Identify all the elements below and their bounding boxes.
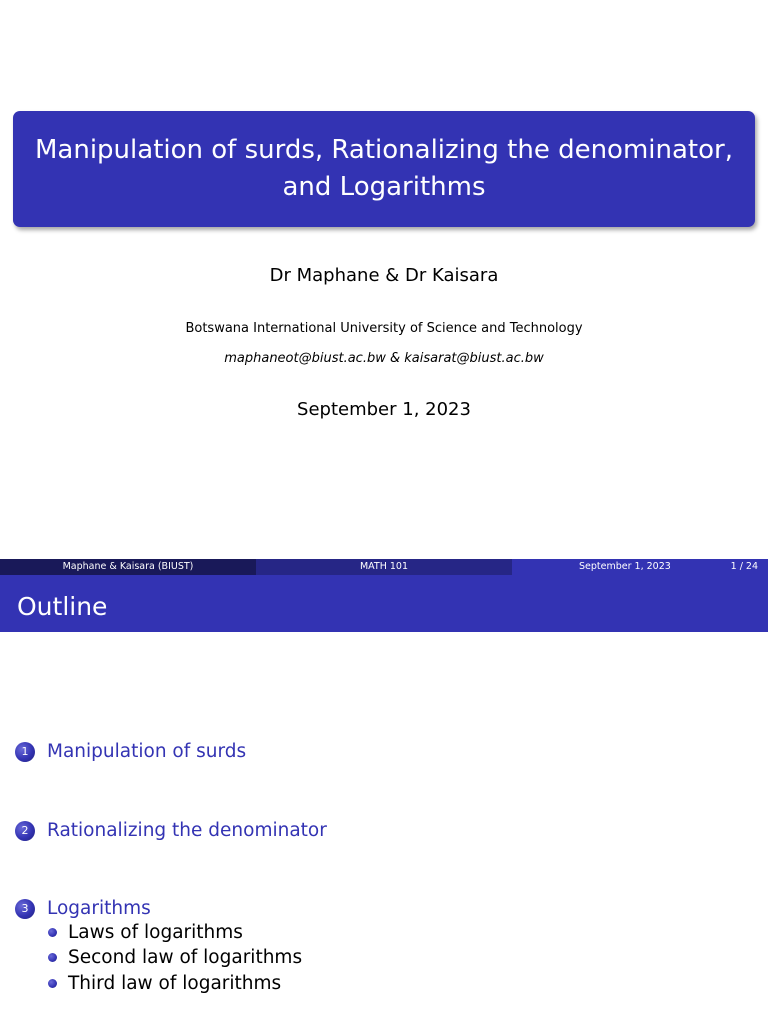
footer-page-number: 1 / 24: [730, 561, 758, 572]
toc-subsection-label[interactable]: Second law of logarithms: [68, 947, 303, 968]
footer-course: MATH 101: [256, 559, 512, 575]
slide-footer: [0, 559, 768, 575]
toc-subsection-label[interactable]: Laws of logarithms: [68, 922, 243, 943]
section-number-badge: 2: [15, 821, 35, 841]
bullet-icon: [48, 928, 57, 937]
toc-subsection-3[interactable]: [48, 973, 281, 994]
toc-section-label[interactable]: Logarithms: [47, 898, 151, 919]
presentation-date: September 1, 2023: [297, 399, 471, 420]
toc-subsection-2[interactable]: [48, 947, 302, 968]
toc-section-label[interactable]: Rationalizing the denominator: [47, 820, 327, 841]
toc-subsection-1[interactable]: [48, 922, 243, 943]
footer-author: Maphane & Kaisara (BIUST): [0, 559, 256, 575]
toc-section-3[interactable]: [15, 898, 151, 919]
footer-date: September 1, 2023: [579, 561, 671, 572]
section-number-badge: 3: [15, 899, 35, 919]
title-line-2: and Logarithms: [282, 172, 486, 202]
title-line-1: Manipulation of surds, Rationalizing the denominator,: [34, 135, 733, 165]
title-block: [13, 111, 755, 227]
section-number-badge: 1: [15, 742, 35, 762]
toc-section-2[interactable]: [15, 820, 327, 841]
table-of-contents: [0, 632, 768, 1024]
author-names: Dr Maphane & Dr Kaisara: [269, 265, 499, 286]
author-emails: maphaneot@biust.ac.bw & kaisarat@biust.ac.bw: [224, 351, 544, 366]
institute-name: Botswana International University of Science and Technology: [185, 321, 583, 336]
toc-section-label[interactable]: Manipulation of surds: [47, 741, 247, 762]
bullet-icon: [48, 979, 57, 988]
footer-right: [512, 559, 768, 575]
bullet-icon: [48, 953, 57, 962]
outline-frame-title: Outline: [0, 575, 768, 632]
toc-section-1[interactable]: [15, 741, 246, 762]
toc-subsection-label[interactable]: Third law of logarithms: [68, 973, 282, 994]
